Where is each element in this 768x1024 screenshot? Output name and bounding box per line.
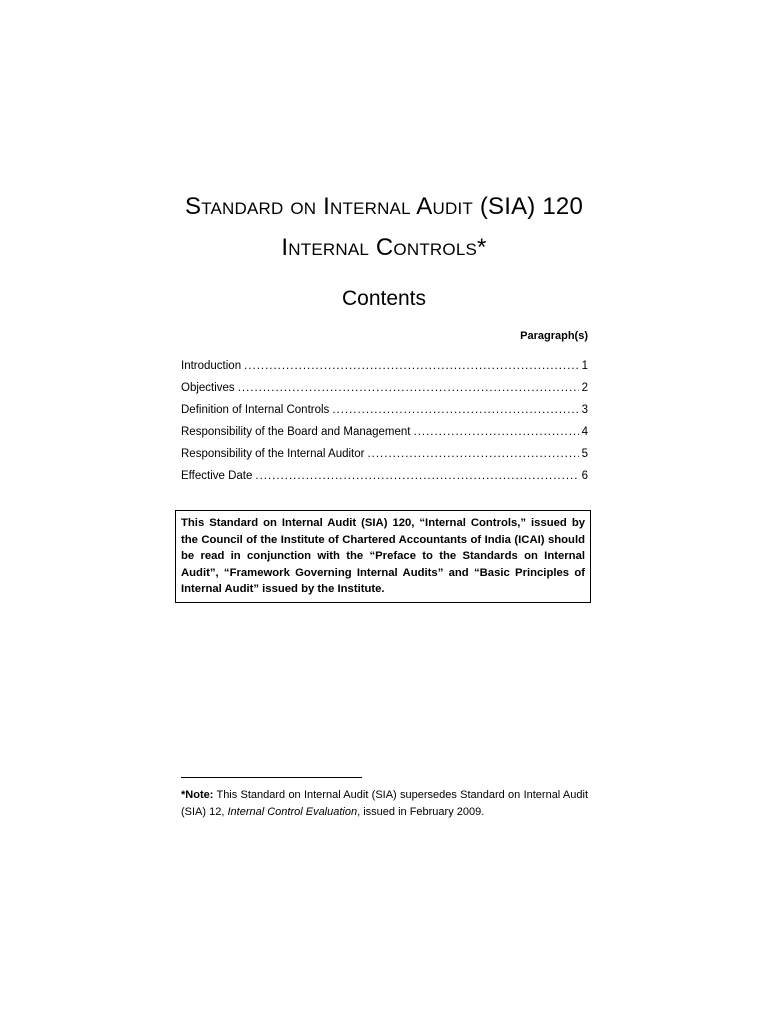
table-of-contents — [181, 357, 588, 489]
contents-heading: Contents — [341, 287, 427, 310]
toc-leader-dots — [414, 423, 579, 441]
footnote-italic-title: Internal Control Evaluation — [227, 806, 358, 818]
footnote — [181, 787, 588, 821]
toc-leader-dots — [332, 401, 578, 419]
paragraph-column-label: Paragraph(s) — [520, 330, 588, 342]
notice-box: This Standard on Internal Audit (SIA) 120, “Internal Controls,” issued by the Council of the Institute of Chartered Accountants of India (ICAI) should be read in conjunction with the “Preface to the Standards on Internal Audit”, “Framework Governing Internal Audits” and “Basic Principles of Internal Audit” issued by the Institute. — [175, 510, 591, 603]
toc-paragraph-number: 6 — [581, 470, 588, 482]
toc-paragraph-number: 2 — [581, 382, 588, 394]
toc-leader-dots — [367, 445, 578, 463]
toc-entry-auditor-responsibility[interactable] — [181, 445, 588, 467]
toc-label: Objectives — [181, 382, 235, 394]
toc-paragraph-number: 5 — [581, 448, 588, 460]
toc-entry-objectives[interactable] — [181, 379, 588, 401]
toc-leader-dots — [244, 357, 578, 375]
footnote-text: This Standard on Internal Audit (SIA) supersedes Standard on Internal Audit (SIA) 12, — [181, 789, 588, 818]
toc-leader-dots — [238, 379, 579, 397]
toc-paragraph-number: 3 — [581, 404, 588, 416]
document-subtitle: Internal Controls* — [281, 234, 487, 261]
footnote-divider — [181, 777, 362, 778]
toc-leader-dots — [255, 467, 578, 485]
toc-entry-definition[interactable] — [181, 401, 588, 423]
toc-entry-effective-date[interactable] — [181, 467, 588, 489]
toc-label: Responsibility of the Internal Auditor — [181, 448, 365, 460]
toc-label: Definition of Internal Controls — [181, 404, 330, 416]
footnote-text-end: , issued in February 2009. — [357, 806, 485, 818]
document-title: Standard on Internal Audit (SIA) 120 — [184, 193, 584, 220]
footnote-marker: *Note: — [181, 789, 214, 801]
toc-paragraph-number: 1 — [581, 360, 588, 372]
toc-paragraph-number: 4 — [581, 426, 588, 438]
toc-label: Responsibility of the Board and Management — [181, 426, 411, 438]
toc-entry-introduction[interactable] — [181, 357, 588, 379]
toc-entry-board-responsibility[interactable] — [181, 423, 588, 445]
toc-label: Introduction — [181, 360, 242, 372]
toc-label: Effective Date — [181, 470, 253, 482]
